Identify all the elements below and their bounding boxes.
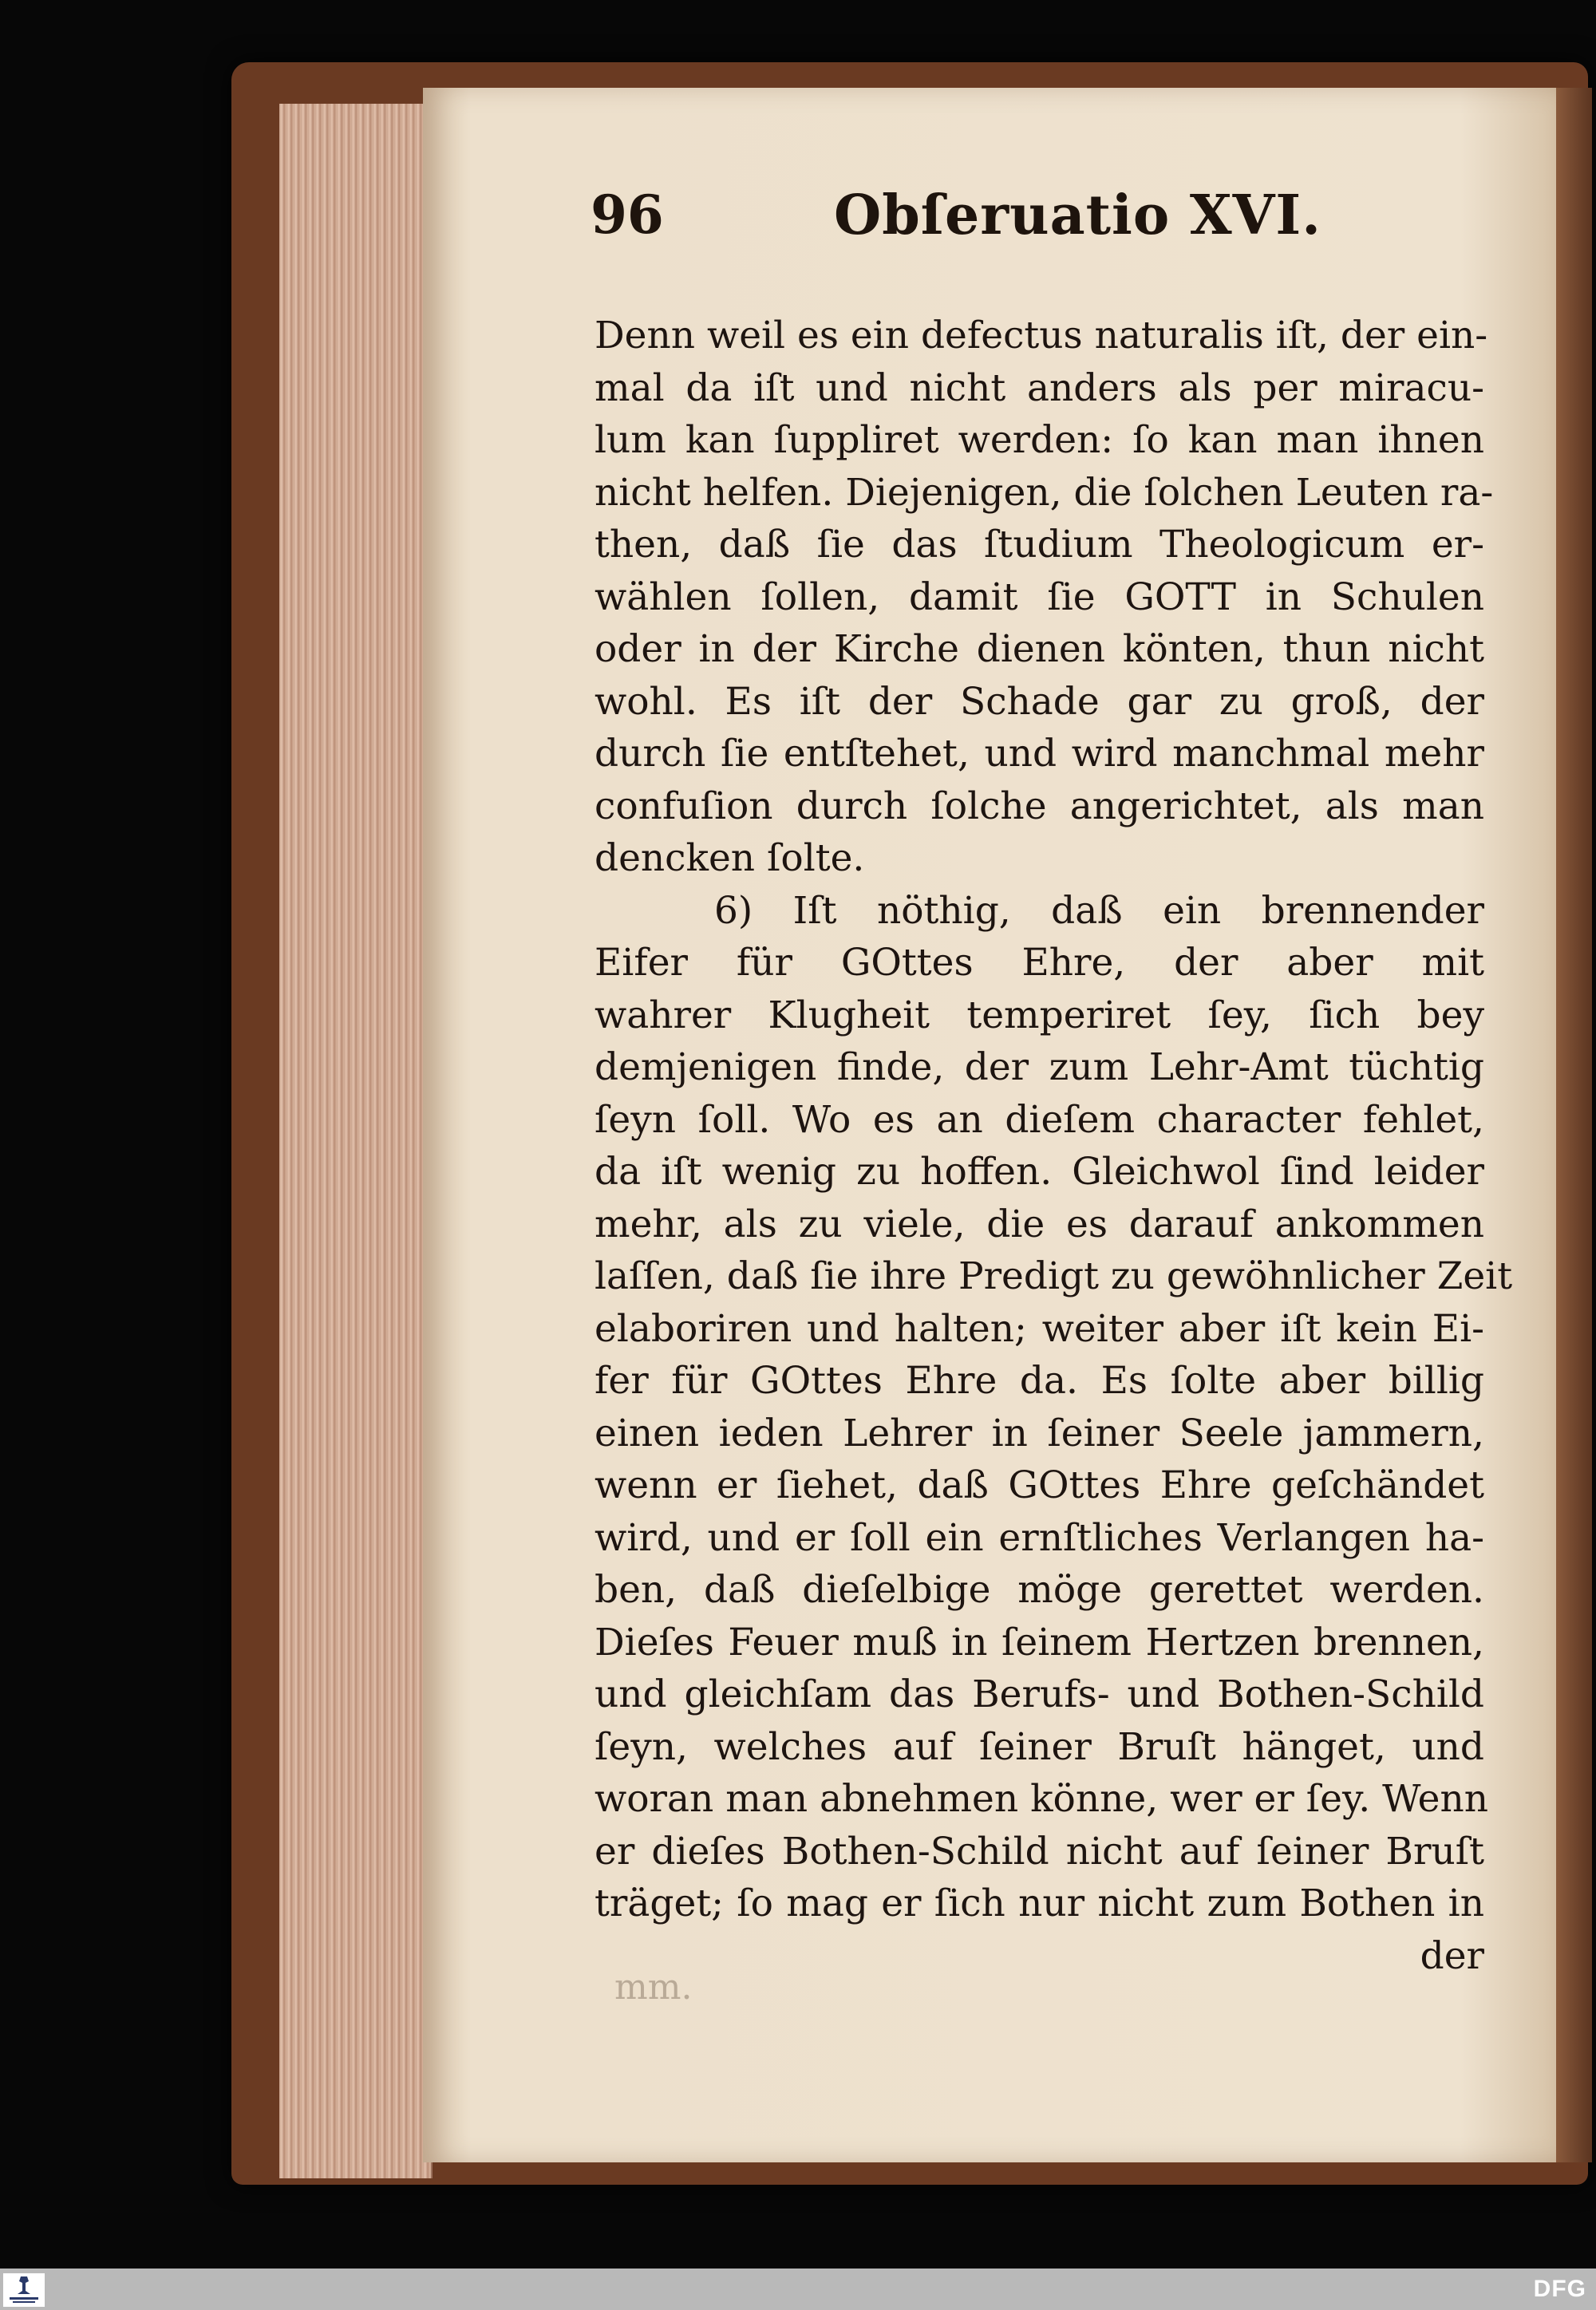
- text-line: wählen ſollen, damit ſie GOTT in Schulen: [595, 575, 1484, 619]
- page-header: [591, 184, 1468, 255]
- text-line: mal da iſt und nicht anders als per miracu-: [595, 365, 1484, 410]
- paragraph-start-line: 6) Iſt nöthig, daß ein brennender: [714, 888, 1484, 933]
- text-line: ben, daß dieſelbige möge gerettet werden.: [595, 1568, 1484, 1612]
- text-line: Eifer für GOttes Ehre, der aber mit: [595, 941, 1484, 985]
- text-line: wenn er ſiehet, daß GOttes Ehre geſchändet: [595, 1463, 1484, 1507]
- dfg-logo[interactable]: DFG: [1533, 2276, 1586, 2302]
- text-line: mehr, als zu viele, die es darauf ankommen: [595, 1202, 1484, 1246]
- viewer-footer-bar: [0, 2269, 1596, 2310]
- page-number: 96: [591, 184, 664, 246]
- text-line: Dieſes Feuer muß in ſeinem Hertzen brennen,: [595, 1620, 1484, 1664]
- text-line: durch ſie entſtehet, und wird manchmal mehr: [595, 732, 1484, 776]
- text-line: einen ieden Lehrer in ſeiner Seele jammern,: [595, 1411, 1484, 1455]
- text-line: fer für GOttes Ehre da. Es ſolte aber billig: [595, 1359, 1484, 1403]
- text-line: und gleichſam das Berufs- und Bothen-Schild: [595, 1672, 1484, 1716]
- text-line: er dieſes Bothen-Schild nicht auf ſeiner Bruſt: [595, 1829, 1484, 1874]
- text-line: confuſion durch ſolche angerichtet, als man: [595, 784, 1484, 828]
- text-line: da iſt wenig zu hoffen. Gleichwol ſind leider: [595, 1150, 1484, 1194]
- text-line: wird, und er ſoll ein ernſtliches Verlangen ha-: [595, 1515, 1484, 1560]
- text-line: then, daß ſie das ſtudium Theologicum er-: [595, 523, 1484, 567]
- text-line: dencken ſolte.: [595, 836, 865, 880]
- text-line: woran man abnehmen könne, wer er ſey. Wenn: [595, 1777, 1488, 1821]
- text-line: träget; ſo mag er ſich nur nicht zum Bothen in: [595, 1882, 1484, 1925]
- text-line: ſeyn ſoll. Wo es an dieſem character fehlet,: [595, 1097, 1484, 1142]
- text-line: oder in der Kirche dienen könten, thun nicht: [595, 627, 1484, 671]
- text-line: laſſen, daß ſie ihre Predigt zu gewöhnlicher Zeit: [595, 1254, 1513, 1298]
- text-line: demjenigen finde, der zum Lehr-Amt tüchtig: [595, 1045, 1484, 1089]
- page-edges: [279, 104, 433, 2178]
- text-line: wahrer Klugheit temperiret ſey, ſich bey: [595, 993, 1484, 1037]
- text-line: ſeyn, welches auf ſeiner Bruſt hänget, und: [595, 1724, 1484, 1769]
- library-seal-icon[interactable]: [3, 2273, 45, 2307]
- body-text: [595, 310, 1513, 1982]
- catchword: der: [1420, 1933, 1484, 1978]
- text-line: nicht helfen. Diejenigen, die ſolchen Leuten ra-: [595, 470, 1494, 515]
- page-right-edge: [1556, 88, 1592, 2162]
- text-line: elaboriren und halten; weiter aber iſt kein Ei-: [595, 1306, 1484, 1351]
- text-line: Denn weil es ein defectus naturalis iſt, der ein-: [595, 314, 1488, 357]
- running-head: Obſeruatio XVI.: [834, 184, 1321, 247]
- text-line: wohl. Es iſt der Schade gar zu groß, der: [595, 679, 1484, 724]
- show-through-text: mm.: [614, 1967, 693, 2008]
- text-line: lum kan ſuppliret werden: ſo kan man ihnen: [595, 418, 1484, 462]
